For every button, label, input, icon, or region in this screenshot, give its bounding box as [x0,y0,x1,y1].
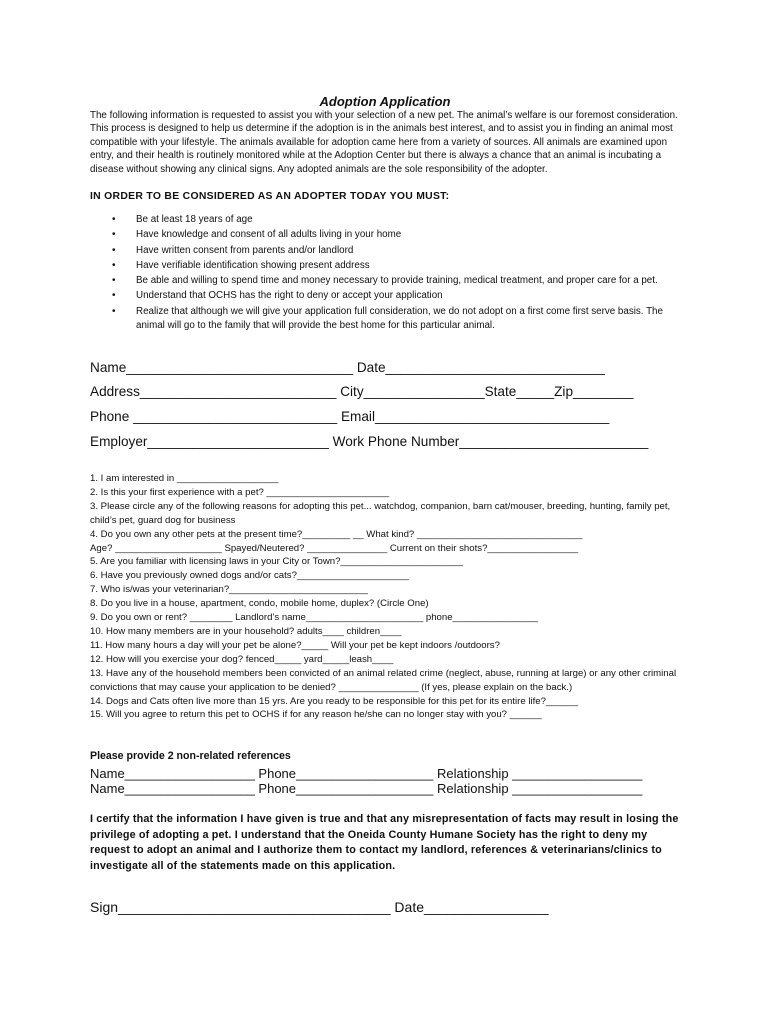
requirement-item: • Understand that OCHS has the right to deny or accept your application [110,289,680,303]
name-date-line[interactable]: Name______________________________ Date_____________________________ [90,360,605,375]
question-item[interactable]: 14. Dogs and Cats often live more than 15 yrs. Are you ready to be responsible for this pet for its entire life?______ [90,695,578,707]
requirement-item: • Realize that although we will give your application full consideration, we do not adopt on a first come first serve basis. The animal will go to the family that will provide the best home for this particular animal. [110,305,680,333]
question-item[interactable]: 3. Please circle any of the following reasons for adopting this pet... watchdog, companion, barn cat/mouser, breeding, hunting, family pet, child’s pet, guard dog for business [90,500,671,526]
question-item[interactable]: 10. How many members are in your household? adults____ children____ [90,625,402,637]
requirement-item: • Be able and willing to spend time and money necessary to provide training, medical treatment, and proper care for a pet. [110,274,680,288]
question-item[interactable]: 1. I am interested in ___________________ [90,473,279,484]
intro-text: The following information is requested to assist you with your selection of a new pet. The animal’s welfare is our foremost consideration. This process is designed to help us determine if the adoption is in the animals best interest, and to assist you in finding an animal most compatible with your lifestyle. The animals available for adoption came here from a variety of sources. All animals are examined upon entry, and their health is routinely monitored while at the Adoption Center but there is always a chance that an animal is incubating a disease without showing any clinical signs. Any adopted animals are the sole responsibility of the adopter. [90,110,678,175]
requirement-item: • Have knowledge and consent of all adults living in your home [110,228,680,242]
references-heading: Please provide 2 non-related references [90,750,291,762]
reference-line-2[interactable]: Name__________________ Phone___________________ Relationship __________________ [90,781,643,796]
question-item[interactable]: 15. Will you agree to return this pet to OCHS if for any reason he/she can no longer stay with you? ______ [90,709,542,721]
question-item[interactable]: 4. Do you own any other pets at the present time?_________ __ What kind? _______________________________ [90,528,583,540]
certification-statement: I certify that the information I have given is true and that any misrepresentation of facts may result in losing the privilege of adopting a pet. I understand that the Oneida County Humane Society has the right to deny my request to adopt an animal and I authorize them to contact my landlord, references & veterinarians/clinics to investigate all of the statements made on this application. [90,813,679,872]
employer-work-phone-line[interactable]: Employer________________________ Work Phone Number_________________________ [90,434,649,449]
page-title: Adoption Application [319,94,451,109]
requirement-item: • Have written consent from parents and/or landlord [110,244,680,258]
intro-paragraph [90,109,690,176]
requirements-list [110,213,680,334]
question-item[interactable]: 5. Are you familiar with licensing laws in your City or Town?_______________________ [90,556,464,568]
phone-email-line[interactable]: Phone ___________________________ Email_______________________________ [90,409,610,424]
requirement-item: • Be at least 18 years of age [110,213,680,227]
reference-line-1[interactable]: Name__________________ Phone___________________ Relationship __________________ [90,766,643,781]
question-item[interactable]: Age? ____________________ Spayed/Neutered? _______________ Current on their shots?_________________ [90,542,579,554]
question-item[interactable]: 7. Who is/was your veterinarian?__________________________ [90,584,368,596]
question-item[interactable]: 11. How many hours a day will your pet be alone?_____ Will your pet be kept indoors /outdoors? [90,639,500,651]
questionnaire [90,472,690,722]
requirements-heading: IN ORDER TO BE CONSIDERED AS AN ADOPTER TODAY YOU MUST: [90,191,450,202]
question-item[interactable]: 13. Have any of the household members been convicted of an animal related crime (neglect, abuse, running at large) or any other criminal convictions that may cause your application to be denied? _______________ (If yes, please explain on the back.) [90,667,677,693]
requirement-item: • Have verifiable identification showing present address [110,259,680,273]
signature-date-line[interactable]: Sign___________________________________ Date________________ [90,899,549,915]
question-item[interactable]: 9. Do you own or rent? ________ Landlord’s name______________________ phone________________ [90,612,538,624]
address-city-state-zip-line[interactable]: Address__________________________ City________________State_____Zip________ [90,384,634,399]
question-item[interactable]: 8. Do you live in a house, apartment, condo, mobile home, duplex? (Circle One) [90,598,429,610]
question-item[interactable]: 6. Have you previously owned dogs and/or cats?_____________________ [90,570,409,582]
question-item[interactable]: 12. How will you exercise your dog? fenced_____ yard_____leash____ [90,653,394,665]
question-item[interactable]: 2. Is this your first experience with a pet? _______________________ [90,486,390,498]
